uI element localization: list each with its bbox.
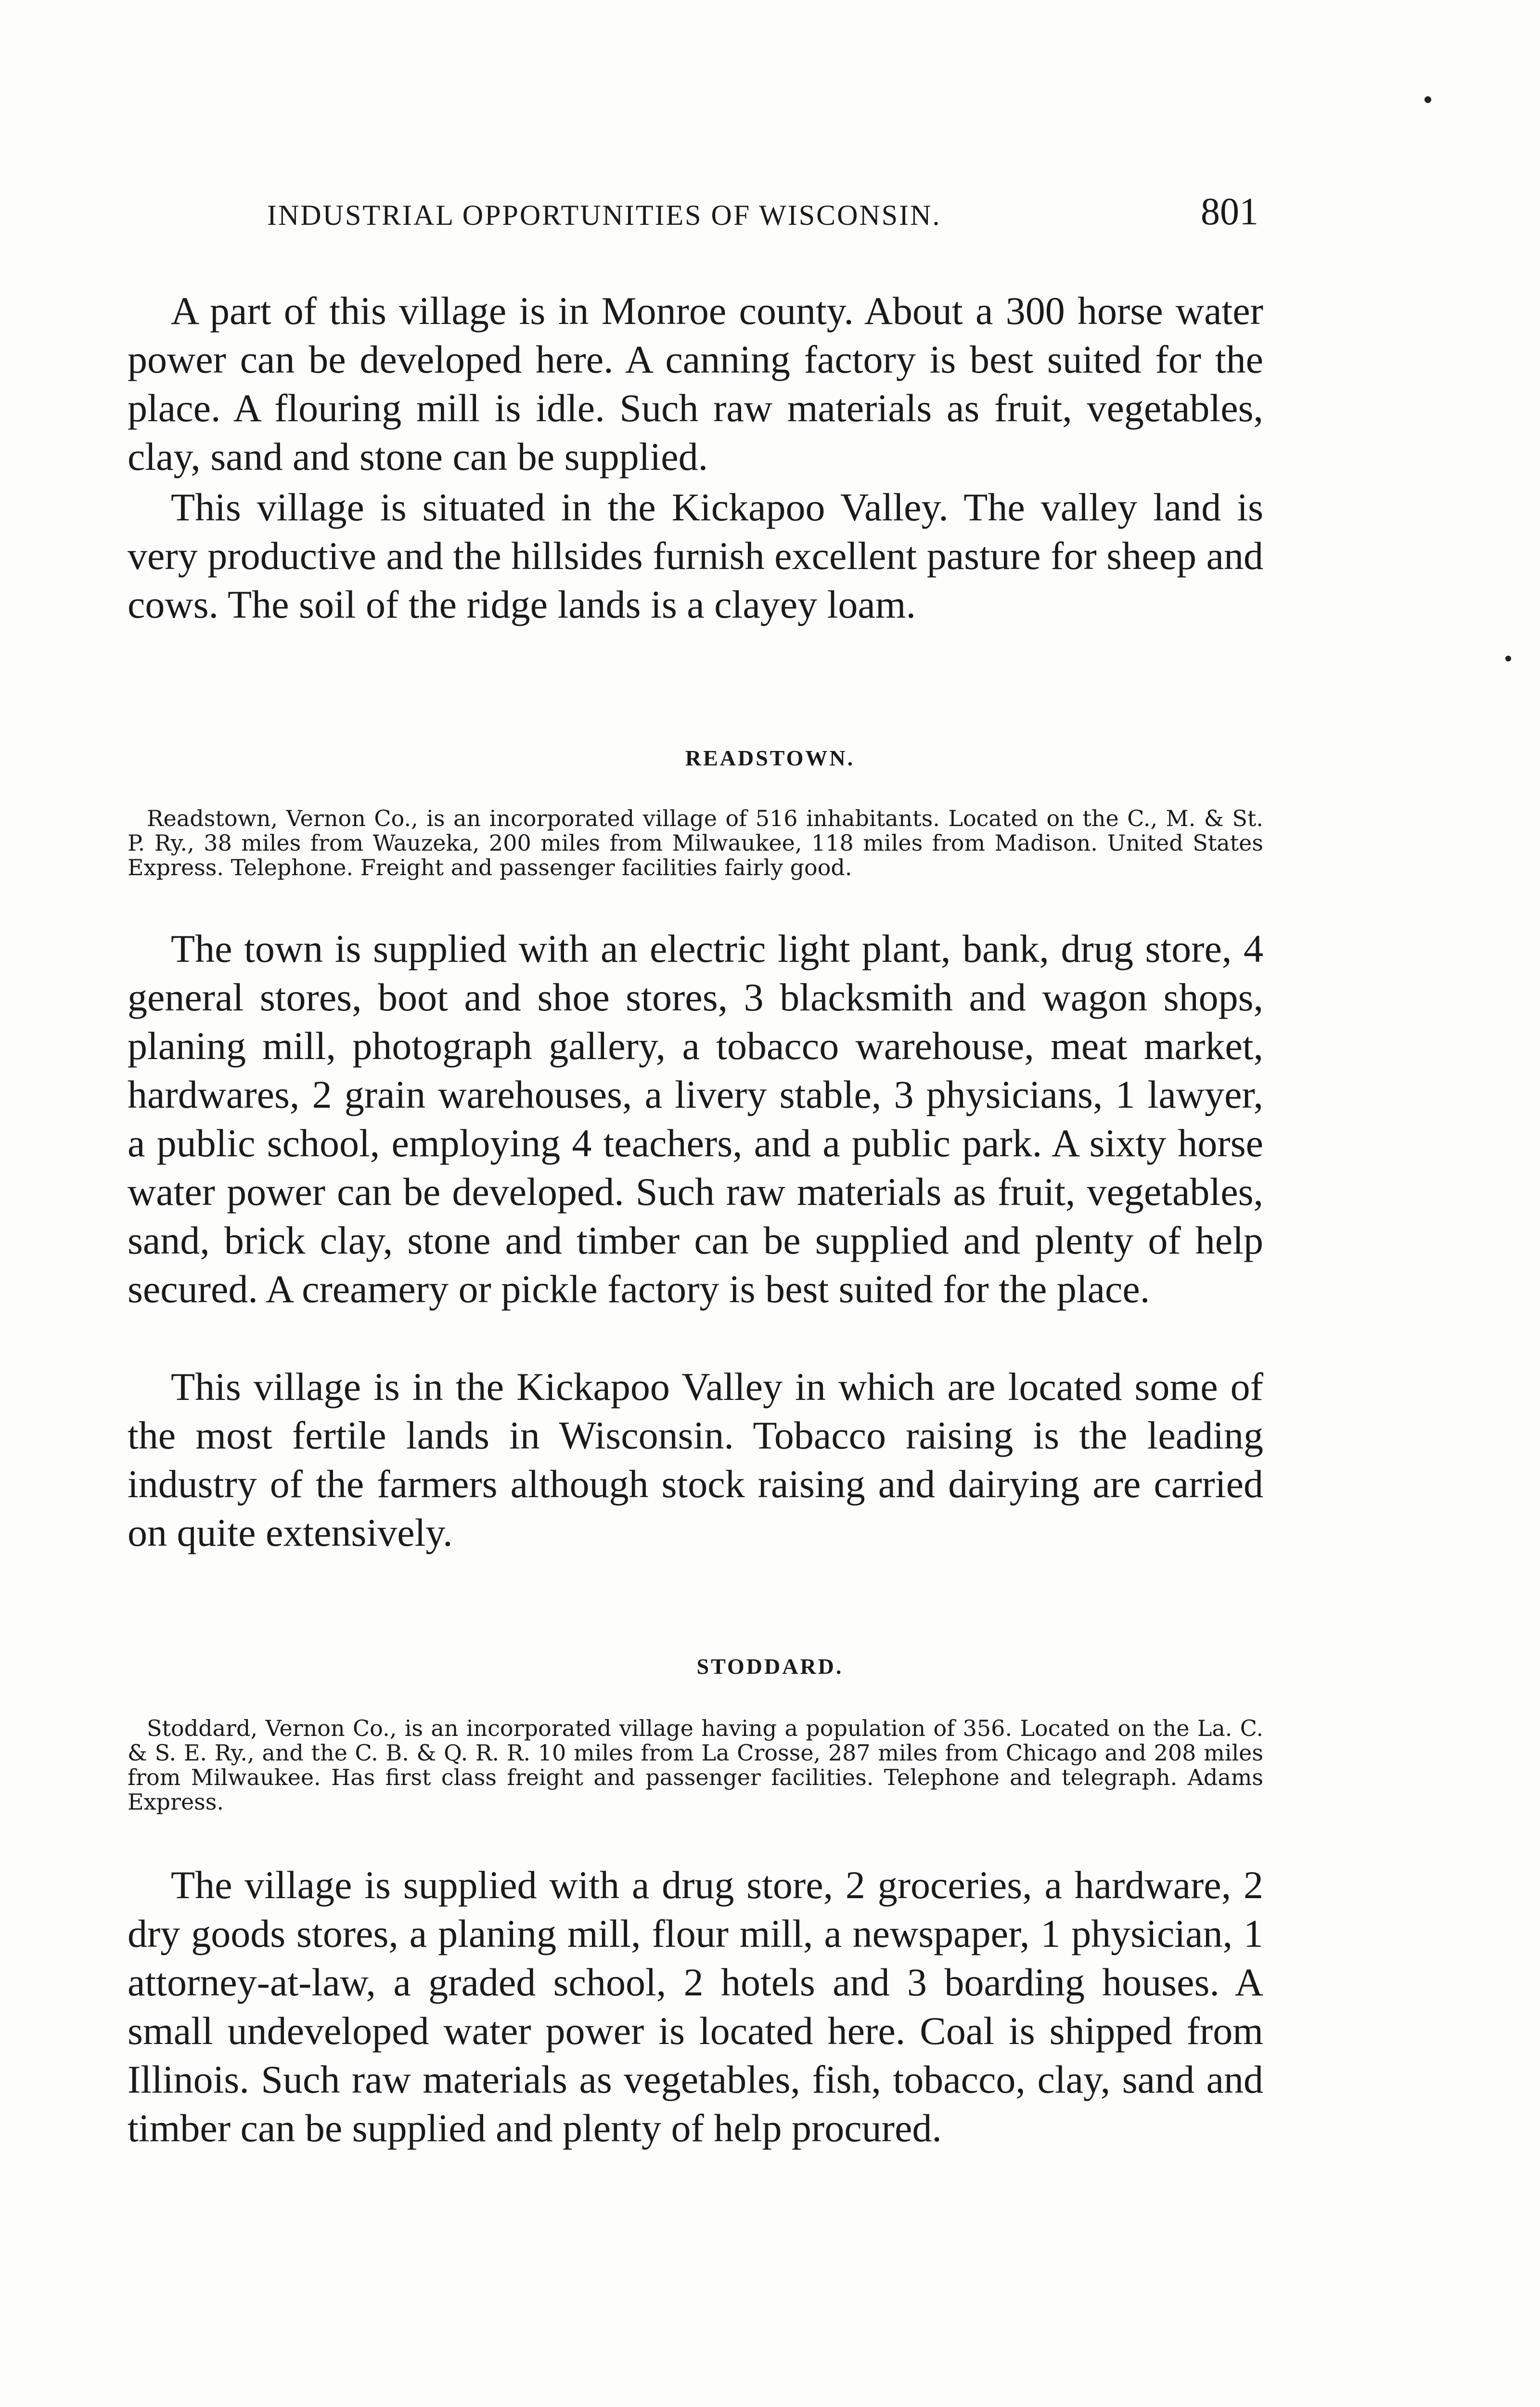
section-heading-stoddard: STODDARD. (696, 1654, 844, 1679)
page-number: 801 (1201, 191, 1258, 233)
running-title: INDUSTRIAL OPPORTUNITIES OF WISCONSIN. (267, 199, 941, 231)
intro-paragraph: A part of this village is in Monroe county. About a 300 horse water power can be developed here. A canning factory is best suited for the place. A flouring mill is idle. Such raw materials as fruit, vegetables, clay, sand and stone can be supplied. (128, 289, 1263, 479)
ink-speck (1505, 656, 1511, 661)
section-summary-stoddard: Stoddard, Vernon Co., is an incorporated village having a population of 356. Located on the La. C. & S. E. Ry., and the C. B. & Q. R. R. 10 miles from La Crosse, 287 miles from Chicago and 208 miles from Milwaukee. Has first class freight and passenger facilities. Telephone and telegraph. Adams Express. (128, 1715, 1263, 1815)
page-header (267, 190, 1258, 243)
section-summary-readstown: Readstown, Vernon Co., is an incorporated village of 516 inhabitants. Located on the C., M. & St. P. Ry., 38 miles from Wauzeka, 200 miles from Milwaukee, 118 miles from Madison. United States Express. Telephone. Freight and passenger facilities fairly good. (128, 805, 1263, 880)
intro-paragraph: This village is situated in the Kickapoo Valley. The valley land is very productive and the hillsides furnish excellent pasture for sheep and cows. The soil of the ridge lands is a clayey loam. (128, 485, 1263, 626)
section-paragraph-readstown: The town is supplied with an electric light plant, bank, drug store, 4 general stores, boot and shoe stores, 3 blacksmith and wagon shops, planing mill, photograph gallery, a tobacco warehouse, meat market, hardwares, 2 grain warehouses, a livery stable, 3 physicians, 1 lawyer, a public school, employing 4 teachers, and a public park. A sixty horse water power can be developed. Such raw materials as fruit, vegetables, sand, brick clay, stone and timber can be supplied and plenty of help secured. A creamery or pickle factory is best suited for the place. (128, 927, 1263, 1311)
ink-speck (1424, 96, 1431, 103)
section-paragraph-stoddard: The village is supplied with a drug store, 2 groceries, a hardware, 2 dry goods stores, a planing mill, flour mill, a newspaper, 1 physician, 1 attorney-at-law, a graded school, 2 hotels and 3 boarding houses. A small undeveloped water power is located here. Coal is shipped from Illinois. Such raw materials as vegetables, fish, tobacco, clay, sand and timber can be supplied and plenty of help procured. (128, 1863, 1263, 2150)
section-heading-readstown: READSTOWN. (685, 746, 855, 770)
section-paragraph-readstown: This village is in the Kickapoo Valley in which are located some of the most fertile lands in Wisconsin. Tobacco raising is the leading industry of the farmers although stock raising and dairying are carried on quite extensively. (128, 1365, 1263, 1554)
